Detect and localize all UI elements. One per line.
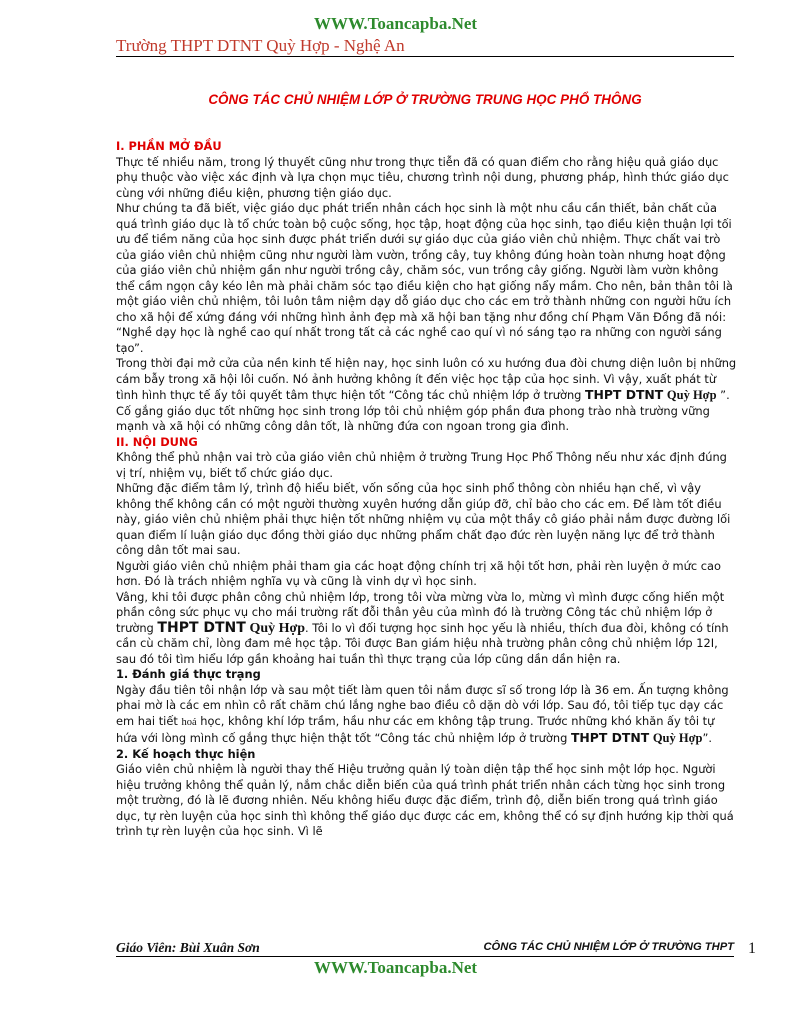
page-footer: [116, 940, 734, 956]
text-run: học, không khí lớp trầm, hầu như các em không tập trung. Trước những khó khăn ấy tôi tự hứa với lòng mình cố gắng thực hiện thật tốt “Công tác chủ nhiệm lớp ở trường: [116, 713, 715, 745]
document-body: [116, 139, 738, 840]
text-run: Trong thời đại mở cửa của nền kinh tế hiện nay, học sinh luôn có xu hướng đua đòi chưng diện luôn bị những cám bẫy trong xã hội lôi cuốn. Nó ảnh hưởng không ít đến việc học tập của học sinh. Vì vậy, xuất phát từ tình hình thực tế ấy tôi quyết tâm thực hiện tốt “Công tác chủ nhiệm lớp ở trường: [116, 356, 737, 402]
school-abbrev: THPT DTNT: [585, 387, 664, 402]
text-run: . Tôi lo vì đối tượng học sinh học yếu là nhiều, thích đua đòi, không có tính cần cù chăm chỉ, lòng đam mê học tập. Tôi được Ban giám hiệu nhà trường phân công chủ nhiệm lớp 12I, sau đó tôi tìm hiểu lớp gần khoảng hai tuần thì thực trạng của lớp cũng dần dần hiện ra.: [116, 620, 729, 666]
text-run: Vâng, khi tôi được phân công chủ nhiệm lớp, trong tôi vừa mừng vừa lo, mừng vì mình được cống hiến một phần công sức phục vụ cho mái trường rất đỗi thân yêu của mình đó là trường Công tác chủ nhiệm lớp ở trường: [116, 589, 725, 635]
school-name: Trường THPT DTNT Quỳ Hợp - Nghệ An: [116, 36, 405, 55]
page-number: 1: [748, 940, 756, 957]
section-heading-intro: I. PHẦN MỞ ĐẦU: [116, 139, 222, 153]
footer-doc-title: CÔNG TÁC CHỦ NHIỆM LỚP Ở TRƯỜNG THPT: [483, 941, 734, 953]
text-run: ”.: [702, 731, 712, 745]
subsection-heading-plan: 2. Kế hoạch thực hiện: [116, 746, 256, 761]
paragraph: [116, 590, 738, 668]
paragraph: Như chúng ta đã biết, việc giáo dục phát triển nhân cách học sinh là một nhu cầu cần thiết, bản chất của quá trình giáo dục là tổ chức toàn bộ cuộc sống, học tập, hoạt động của học sinh, tạo điều kiện thuận lợi tối ưu để tiềm năng của học sinh được phát triển dưới sự giáo dục của giáo viên chủ nhiệm. Thực chất vai trò của giáo viên chủ nhiệm cũng như người làm vườn, trồng cây, tuy không đúng hoàn toàn nhưng hoạt động của giáo viên chủ nhiệm gần như người trồng cây, chăm sóc, vun trồng cây giống. Người làm vườn không thể cầm ngọn cây kéo lên mà phải chăm sóc tạo điều kiện cho hạt giống nẩy mầm. Cho nên, bản thân tôi là một giáo viên chủ nhiệm, tôi luôn tâm niệm dạy dỗ giáo dục cho các em trở thành những con người hữu ích cho xã hội để xứng đáng với những hình ảnh đẹp mà xã hội ban tặng như đồng chí Phạm Văn Đồng đã nói: “Nghề dạy học là nghề cao quí nhất trong tất cả các nghề cao quí vì nó sáng tạo ra những con người sáng tạo”.: [116, 201, 733, 355]
text-run: Ngày đầu tiên tôi nhận lớp và sau một tiết làm quen tôi nắm được sĩ số trong lớp là 36 em. Ấn tượng không phai mờ là các em nhìn cô rất chăm chú lắng nghe bao điều cô dặn dò với lớp. Sau đó, tôi tiếp tục dạy các em hai tiết: [116, 682, 729, 728]
paragraph: Người giáo viên chủ nhiệm phải tham gia các hoạt động chính trị xã hội tốt hơn, phải rèn luyện ở mức cao hơn. Đó là trách nhiệm nghĩa vụ và cũng là vinh dự vì học sinh.: [116, 558, 721, 588]
paragraph: Giáo viên chủ nhiệm là người thay thế Hiệu trưởng quản lý toàn diện tập thể học sinh một lớp học. Người hiệu trưởng không thể quản lý, nắm chắc diễn biến của quá trình phát triển nhân cách từng học sinh trong một trường, đó là lẽ đương nhiên. Nếu không hiểu được đặc điểm, trình độ, diễn biến trong quá trình giáo dục, tự rèn luyện của học sinh thì không thể giáo dục được các em, không thể có sự định hướng kịp thời quá trình tự rèn luyện của học sinh. Vì lẽ: [116, 762, 734, 838]
text-run-small: hoá: [181, 716, 197, 728]
paragraph: Những đặc điểm tâm lý, trình độ hiểu biết, vốn sống của học sinh phổ thông còn nhiều hạn chế, vì vậy không thể không cần có một người thường xuyên hướng dẫn giúp đỡ, chỉ bảo cho các em. Để làm tốt điều này, giáo viên chủ nhiệm phải thực hiện tốt những nhiệm vụ của một thầy cô giáo phải nắm được đường lối quan điểm lí luận giáo dục đồng thời giáo dục những phẩm chất đạo đức rèn luyện năng lực để trở thành công dân tốt mai sau.: [116, 481, 731, 557]
header-rule: [116, 56, 734, 57]
school-abbrev: THPT DTNT: [570, 730, 650, 745]
section-heading-content: II. NỘI DUNG: [116, 434, 198, 449]
paragraph: [116, 356, 738, 435]
paragraph: Không thể phủ nhận vai trò của giáo viên chủ nhiệm ở trường Trung Học Phổ Thông nếu như xác định đúng vị trí, nhiệm vụ, biết tổ chức giáo dục.: [116, 450, 727, 480]
site-watermark-bottom[interactable]: WWW.Toancapba.Net: [313, 958, 478, 977]
footer-teacher: Giáo Viên: Bùi Xuân Sơn: [116, 940, 260, 955]
school-place: Quỳ Hợp: [666, 388, 717, 402]
document-title: CÔNG TÁC CHỦ NHIỆM LỚP Ở TRƯỜNG TRUNG HỌC PHỔ THÔNG: [208, 92, 642, 107]
paragraph: Thực tế nhiều năm, trong lý thuyết cũng như trong thực tiễn đã có quan điểm cho rằng hiệu quả giáo dục phụ thuộc vào việc xác định và lựa chọn mục tiêu, chương trình nội dung, phương pháp, hình thức giáo dục cùng với những điều kiện, phương tiện giáo dục.: [116, 154, 729, 200]
subsection-heading-assessment: 1. Đánh giá thực trạng: [116, 667, 261, 681]
school-place: Quỳ Hợp: [652, 731, 703, 745]
paragraph: [116, 683, 738, 747]
text-run: ”. Cố gắng giáo dục tốt những học sinh trong lớp tôi chủ nhiệm góp phần đưa phong trào nhà trường vững mạnh và xã hội có những công dân tốt, là những đứa con ngoan trong gia đình.: [116, 388, 730, 433]
school-place: Quỳ Hợp: [249, 620, 306, 636]
site-watermark-top[interactable]: WWW.Toancapba.Net: [313, 14, 478, 33]
school-abbrev: THPT DTNT: [157, 619, 246, 636]
footer-rule: [116, 956, 734, 957]
